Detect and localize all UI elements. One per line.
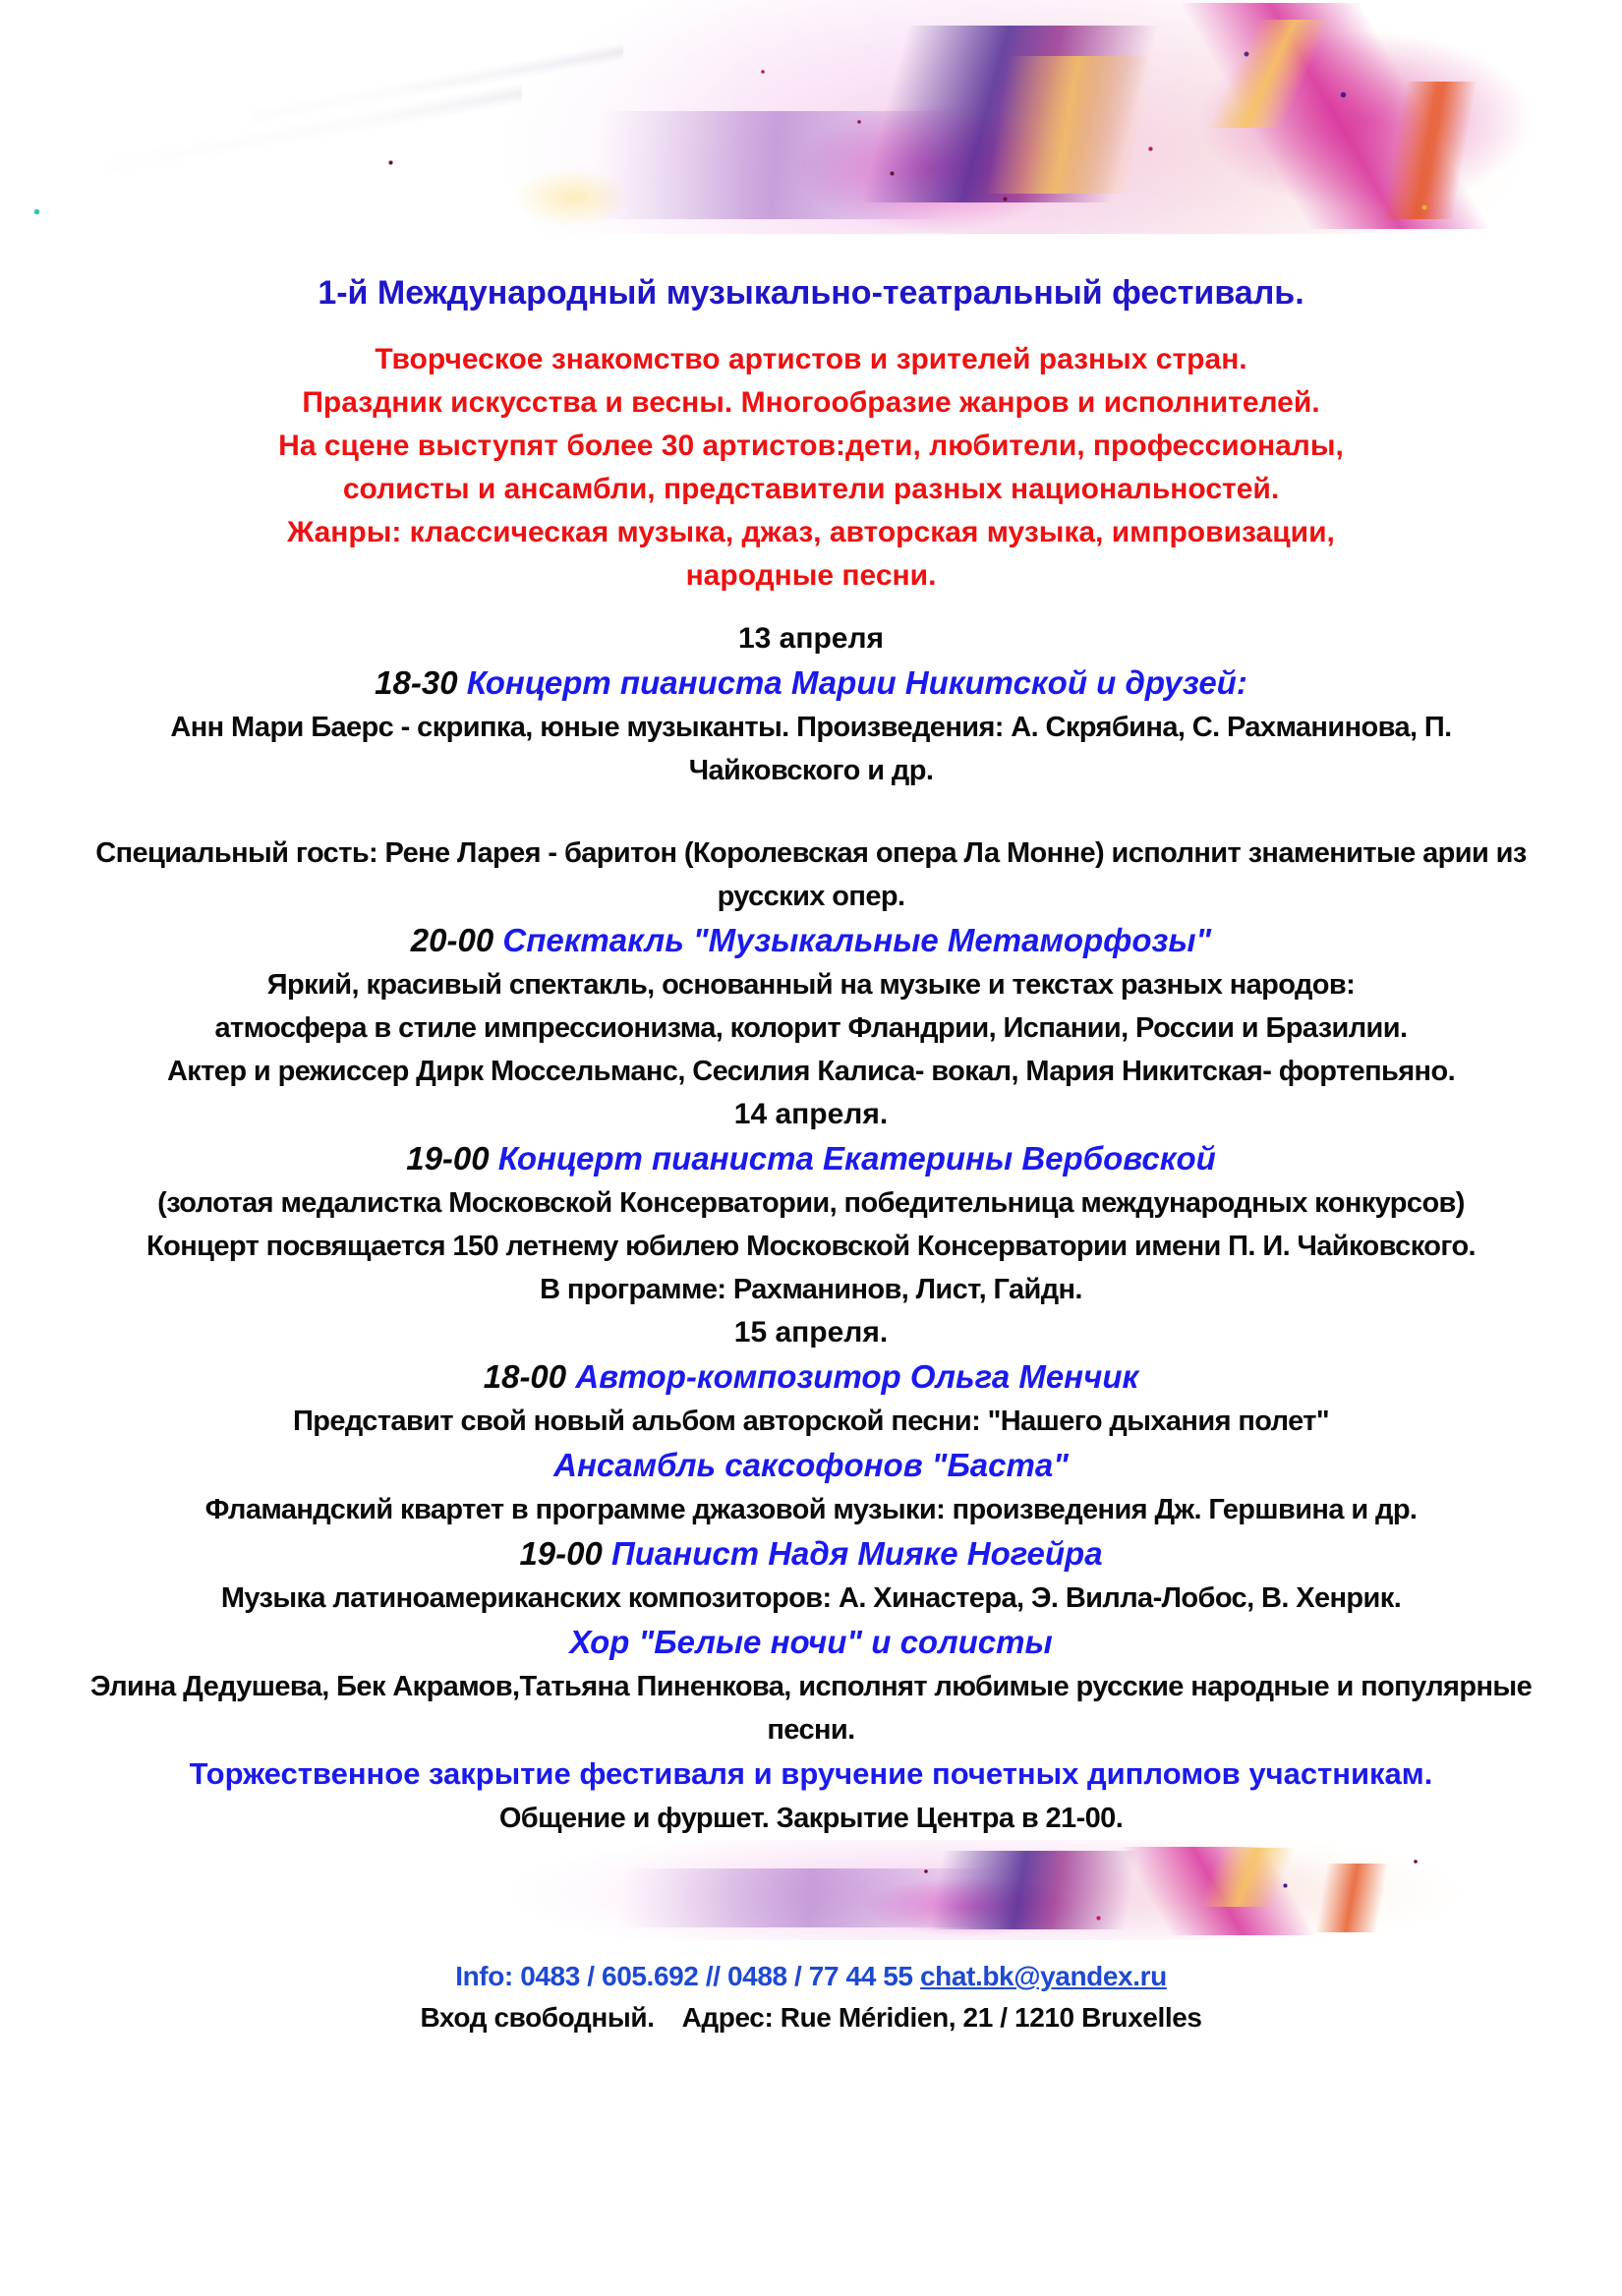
- event-title: Пианист Надя Мияке Ногейра: [611, 1535, 1103, 1572]
- footer-decorative-art: [88, 1840, 1534, 1940]
- body-line: Специальный гость: Рене Ларея - баритон (Королевская опера Ла Монне) исполнит знаменитые арии из: [95, 837, 1527, 869]
- event-heading: [20, 1443, 1602, 1488]
- body-line: Яркий, красивый спектакль, основанный на музыке и текстах разных народов:: [266, 969, 1356, 1001]
- festival-title: 1-й Международный музыкально-театральный фестиваль.: [318, 274, 1304, 312]
- event-time: 20-00: [410, 922, 503, 958]
- intro-block: [0, 338, 1622, 598]
- free-entry-text: Вход свободный.: [420, 2002, 655, 2033]
- event-heading: [20, 1136, 1602, 1181]
- body-line: песни.: [767, 1714, 855, 1746]
- body-line: Анн Мари Баерс - скрипка, юные музыканты. Произведения: А. Скрябина, С. Рахманинова, П.: [170, 712, 1452, 743]
- intro-line: Жанры: классическая музыка, джаз, авторская музыка, импровизации,: [287, 516, 1335, 548]
- intro-line: Творческое знакомство артистов и зрителей разных стран.: [375, 343, 1247, 375]
- email-link[interactable]: chat.bk@yandex.ru: [919, 1961, 1167, 1991]
- event-heading: [20, 1354, 1602, 1400]
- event-time: 19-00: [406, 1140, 498, 1177]
- program-block: [0, 617, 1622, 1840]
- body-line: Общение и фуршет. Закрытие Центра в 21-00.: [498, 1803, 1124, 1834]
- info-text: Info: 0483 / 605.692 // 0488 / 77 44 55: [455, 1961, 920, 1991]
- body-line: русских опер.: [717, 881, 905, 912]
- address-text: Адрес: Rue Méridien, 21 / 1210 Bruxelles: [681, 2002, 1202, 2033]
- body-line: (золотая медалистка Московской Консерватории, победительница международных конкурсов): [157, 1187, 1465, 1219]
- event-time: 18-30: [375, 664, 467, 701]
- event-time: 19-00: [519, 1535, 612, 1572]
- event-title: Концерт пианиста Екатерины Вербовской: [497, 1140, 1216, 1177]
- event-title: Ансамбль саксофонов "Баста": [553, 1447, 1069, 1483]
- event-heading: [20, 918, 1602, 963]
- body-line: Концерт посвящается 150 летнему юбилею Московской Консерватории имени П. И. Чайковского.: [145, 1231, 1477, 1262]
- intro-line: Праздник искусства и весны. Многообразие жанров и исполнителей.: [302, 386, 1320, 419]
- date-line: 13 апреля: [737, 622, 885, 655]
- event-title: Концерт пианиста Марии Никитской и друзей:: [466, 664, 1247, 701]
- info-line: [0, 1956, 1622, 1997]
- body-line: Фламандский квартет в программе джазовой музыки: произведения Дж. Гершвина и др.: [204, 1494, 1418, 1525]
- footer-contact: [0, 1956, 1622, 2038]
- date-line: 15 апреля.: [733, 1316, 889, 1349]
- closing-line: Торжественное закрытие фестиваля и вручение почетных дипломов участникам.: [189, 1756, 1433, 1791]
- event-heading: [20, 1531, 1602, 1577]
- body-line: Чайковского и др.: [688, 755, 934, 786]
- body-line: В программе: Рахманинов, Лист, Гайдн.: [540, 1274, 1082, 1305]
- date-line: 14 апреля.: [733, 1098, 889, 1130]
- intro-line: На сцене выступят более 30 артистов:дети, любители, профессионалы,: [278, 430, 1344, 462]
- event-title: Автор-композитор Ольга Менчик: [575, 1358, 1139, 1395]
- body-line: Актер и режиссер Дирк Моссельманс, Сесилия Калиса- вокал, Мария Никитская- фортепьяно.: [166, 1056, 1456, 1087]
- spacer: [20, 792, 1602, 832]
- event-heading: [20, 660, 1602, 706]
- body-line: Музыка латиноамериканских композиторов: А. Хинастера, Э. Вилла-Лобос, В. Хенрик.: [220, 1582, 1402, 1614]
- body-line: атмосфера в стиле импрессионизма, колорит Фландрии, Испании, России и Бразилии.: [214, 1012, 1408, 1044]
- body-line: Элина Дедушева, Бек Акрамов,Татьяна Пиненкова, исполнят любимые русские народные и популярные: [89, 1671, 1533, 1702]
- intro-line: народные песни.: [685, 559, 937, 592]
- event-title: Спектакль "Музыкальные Метаморфозы": [502, 922, 1212, 958]
- address-line: [0, 1997, 1622, 2038]
- event-time: 18-00: [483, 1358, 576, 1395]
- intro-line: солисты и ансамбли, представители разных национальностей.: [342, 473, 1280, 505]
- body-line: Представит свой новый альбом авторской песни: "Нашего дыхания полет": [292, 1406, 1330, 1437]
- event-title: Хор "Белые ночи" и солисты: [569, 1624, 1053, 1660]
- event-heading: [20, 1620, 1602, 1665]
- header-decorative-art: [0, 0, 1622, 234]
